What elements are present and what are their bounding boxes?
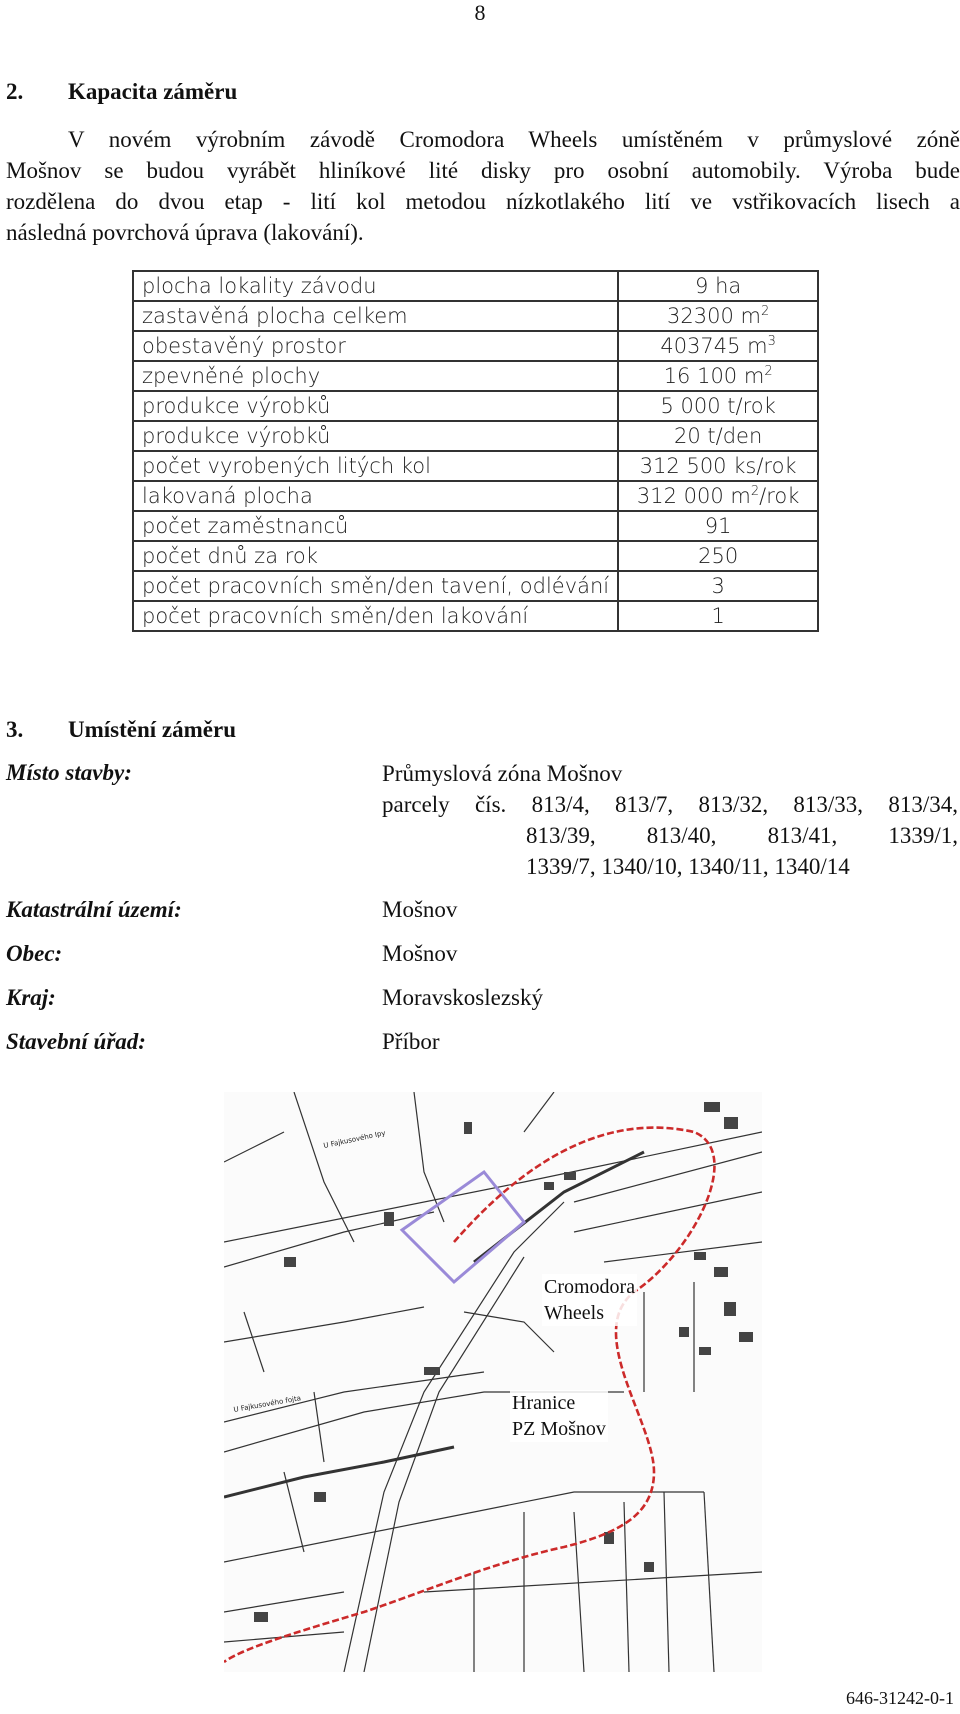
unit-exponent: 2	[750, 484, 760, 499]
capacity-label: zastavěná plocha celkem	[133, 301, 618, 331]
capacity-label: obestavěný prostor	[133, 331, 618, 361]
capacity-value	[618, 361, 818, 391]
capacity-value-text: 1	[711, 604, 725, 628]
page-number: 8	[474, 0, 486, 25]
capacity-label: počet vyrobených litých kol	[133, 451, 618, 481]
capacity-value	[618, 571, 818, 601]
capacity-value-text: 403745 m	[660, 334, 768, 358]
capacity-value-text: 312 500 ks/rok	[639, 454, 797, 478]
parcels-line: parcely čís. 813/4, 813/7, 813/32, 813/33, 813/34,	[382, 792, 958, 817]
unit-suffix: /rok	[759, 484, 800, 508]
unit-exponent: 3	[767, 334, 776, 349]
urad-value: Příbor	[382, 1029, 440, 1054]
unit-exponent: 2	[764, 364, 773, 379]
location-zone: Průmyslová zóna Mošnov	[382, 761, 623, 786]
section-3-number: 3.	[6, 717, 24, 742]
capacity-row	[133, 391, 818, 421]
paragraph-line: Mošnov se budou vyrábět hliníkové lité disky pro osobní automobily. Výroba bude	[6, 158, 960, 183]
obec-value: Mošnov	[382, 941, 458, 966]
obec-label: Obec:	[6, 941, 63, 966]
kraj-value: Moravskoslezský	[382, 985, 543, 1010]
map-label-line: PZ Mošnov	[512, 1418, 606, 1440]
paragraph-line: následná povrchová úprava (lakování).	[6, 220, 364, 245]
capacity-label: počet zaměstnanců	[133, 511, 618, 541]
misto-stavby-value	[382, 758, 958, 882]
paragraph-line: rozdělena do dvou etap - lití kol metodou nízkotlakého lití ve vstřikovacích lisech a	[6, 189, 960, 214]
document-code: 646-31242-0-1	[846, 1688, 954, 1708]
misto-stavby-label: Místo stavby:	[6, 760, 132, 785]
parcels-line: 813/39, 813/40, 813/41, 1339/1,	[526, 823, 958, 848]
capacity-label: počet pracovních směn/den lakování	[133, 601, 618, 631]
capacity-row	[133, 481, 818, 511]
section-3-title: Umístění záměru	[68, 717, 236, 742]
unit-exponent: 2	[760, 304, 770, 319]
capacity-value	[618, 301, 818, 331]
map-label-line: Wheels	[544, 1302, 604, 1324]
capacity-value	[618, 271, 818, 301]
parcels-line: 1339/7, 1340/10, 1340/11, 1340/14	[526, 854, 850, 879]
paragraph-line: V novém výrobním závodě Cromodora Wheels umístěném v průmyslové zóně	[68, 127, 960, 152]
capacity-value-text: 16 100 m	[663, 364, 765, 388]
cadastral-map-drawing	[224, 1092, 762, 1672]
capacity-label: zpevněné plochy	[133, 361, 618, 391]
capacity-value-text: 250	[698, 544, 739, 568]
capacity-value-text: 32300 m	[667, 304, 761, 328]
urad-label: Stavební úřad:	[6, 1029, 146, 1054]
capacity-row	[133, 571, 818, 601]
capacity-label: plocha lokality závodu	[133, 271, 618, 301]
capacity-row	[133, 301, 818, 331]
capacity-row	[133, 541, 818, 571]
capacity-row	[133, 361, 818, 391]
capacity-value-text: 91	[704, 514, 732, 538]
section-2-number: 2.	[6, 79, 24, 104]
map-label-cromodora	[542, 1274, 637, 1326]
capacity-row	[133, 331, 818, 361]
capacity-value	[618, 451, 818, 481]
capacity-value	[618, 481, 818, 511]
capacity-label: počet pracovních směn/den tavení, odlévání	[133, 571, 618, 601]
map-label-border	[510, 1390, 608, 1442]
section-3-heading	[6, 717, 236, 743]
katastr-value: Mošnov	[382, 897, 458, 922]
capacity-value	[618, 421, 818, 451]
capacity-row	[133, 271, 818, 301]
kraj-label: Kraj:	[6, 985, 56, 1010]
capacity-value	[618, 331, 818, 361]
capacity-table	[132, 270, 819, 632]
capacity-value	[618, 511, 818, 541]
map-label-line: Hranice	[512, 1392, 576, 1414]
section-2-heading	[6, 79, 237, 105]
capacity-row	[133, 601, 818, 631]
katastr-label: Katastrální území:	[6, 897, 182, 922]
capacity-value-text: 9 ha	[695, 274, 742, 298]
street-label-2: U Fajkusového fojta	[232, 1394, 302, 1414]
capacity-value	[618, 541, 818, 571]
capacity-row	[133, 451, 818, 481]
section-2-title: Kapacita záměru	[68, 79, 238, 104]
street-label-1: U Fajkusového Ipy	[322, 1128, 387, 1150]
capacity-value-text: 20 t/den	[674, 424, 763, 448]
capacity-value	[618, 601, 818, 631]
capacity-label: počet dnů za rok	[133, 541, 618, 571]
capacity-label: lakovaná plocha	[133, 481, 618, 511]
capacity-value-text: 3	[711, 574, 725, 598]
site-map	[224, 1092, 762, 1672]
capacity-value-text: 5 000 t/rok	[660, 394, 776, 418]
map-label-line: Cromodora	[544, 1276, 636, 1298]
capacity-value-text: 312 000 m	[636, 484, 751, 508]
capacity-label: produkce výrobků	[133, 391, 618, 421]
capacity-label: produkce výrobků	[133, 421, 618, 451]
capacity-row	[133, 421, 818, 451]
capacity-row	[133, 511, 818, 541]
section-2-paragraph	[6, 124, 960, 248]
capacity-value	[618, 391, 818, 421]
